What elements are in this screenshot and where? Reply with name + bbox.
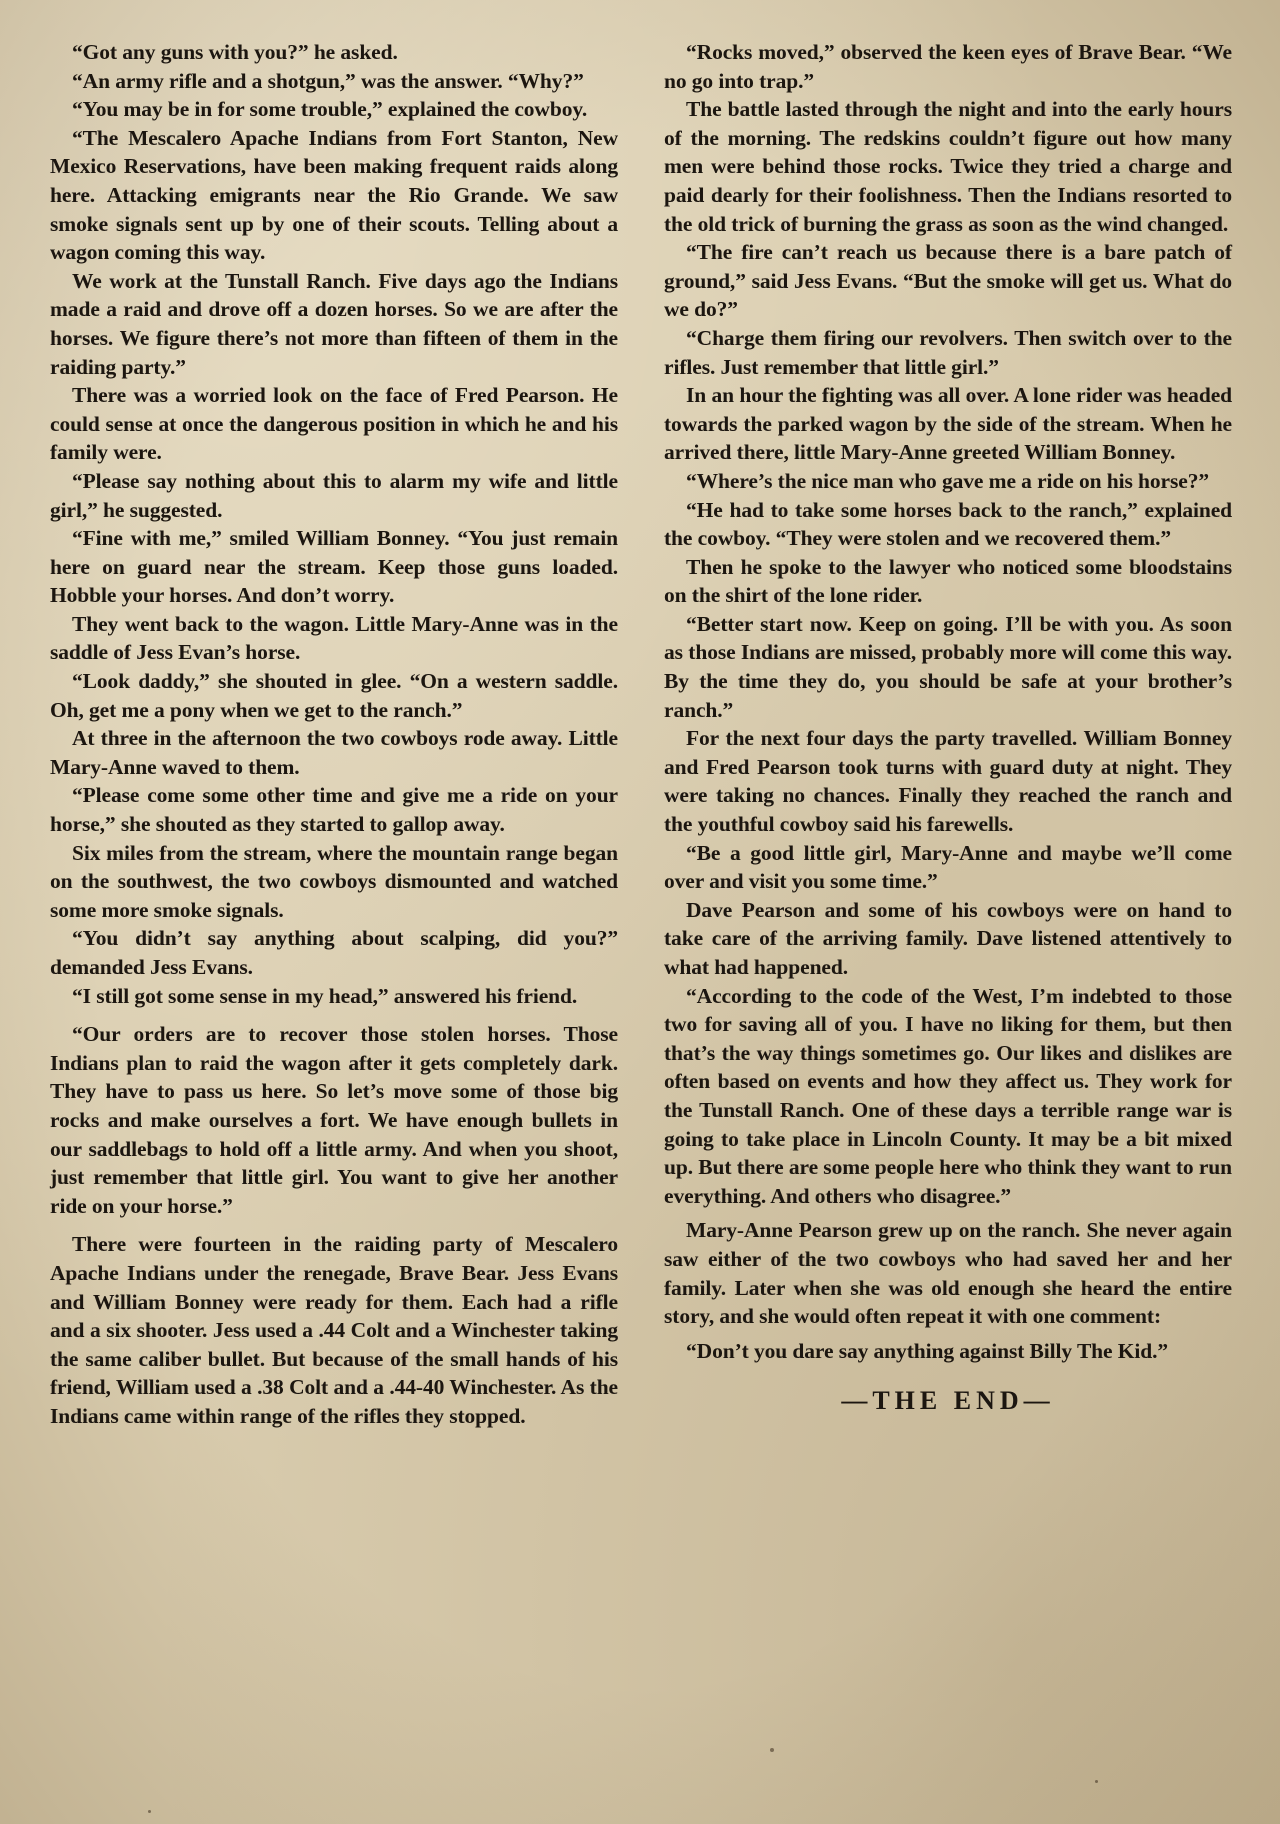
paragraph: Mary-Anne Pearson grew up on the ranch. She never again saw either of the two cowboys who had saved her and her family. Later when she was old enough she heard the entire story, and she would often repeat it with one comment:: [664, 1218, 1232, 1329]
paragraph: “Better start now. Keep on going. I’ll be with you. As soon as those Indians are missed, probably more will come this way. By the time they do, you should be safe at your brother’s ranch.”: [664, 611, 1232, 722]
print-speck: [1095, 1780, 1098, 1783]
text-columns: [50, 38, 1232, 1431]
print-speck: [770, 1748, 774, 1752]
paragraph: “Please come some other time and give me a ride on your horse,” she shouted as they started to gallop away.: [50, 783, 618, 837]
paragraph: “Don’t you dare say anything against Billy The Kid.”: [686, 1338, 1169, 1363]
right-column: [664, 38, 1232, 1431]
paragraph: Six miles from the stream, where the mountain range began on the southwest, the two cowboys dismounted and watched some more smoke signals.: [50, 840, 618, 922]
paragraph: “He had to take some horses back to the ranch,” explained the cowboy. “They were stolen and we recovered them.”: [664, 497, 1232, 551]
paragraph: “The Mescalero Apache Indians from Fort Stanton, New Mexico Reservations, have been making frequent raids along here. Attacking emigrants near the Rio Grande. We saw smoke signals sent up by one of their scouts. Telling about a wagon coming this way.: [50, 125, 618, 265]
paragraph: They went back to the wagon. Little Mary-Anne was in the saddle of Jess Evan’s horse.: [50, 611, 618, 665]
left-column: [50, 38, 618, 1431]
paragraph: “Please say nothing about this to alarm my wife and little girl,” he suggested.: [50, 468, 618, 522]
paragraph: “Got any guns with you?” he asked.: [72, 40, 398, 64]
paragraph: The battle lasted through the night and into the early hours of the morning. The redskins couldn’t figure out how many men were behind those rocks. Twice they tried a charge and paid dearly for their foolishness. Then the Indians resorted to the old trick of burning the grass as soon as the wind changed.: [664, 97, 1232, 236]
paragraph: Dave Pearson and some of his cowboys were on hand to take care of the arriving family. Dave listened attentively to what had happened.: [664, 897, 1232, 979]
paragraph: There was a worried look on the face of Fred Pearson. He could sense at once the dangerous position in which he and his family were.: [50, 383, 618, 465]
paragraph: “The fire can’t reach us because there is a bare patch of ground,” said Jess Evans. “But the smoke will get us. What do we do?”: [664, 240, 1232, 322]
paragraph: We work at the Tunstall Ranch. Five days ago the Indians made a raid and drove off a dozen horses. So we are after the horses. We figure there’s not more than fifteen of them in the raiding party.”: [50, 268, 618, 379]
paragraph: “I still got some sense in my head,” answered his friend.: [72, 983, 578, 1008]
paragraph: “You didn’t say anything about scalping, did you?” demanded Jess Evans.: [50, 926, 618, 979]
paragraph: At three in the afternoon the two cowboys rode away. Little Mary-Anne waved to them.: [50, 726, 618, 779]
print-speck: [148, 1810, 151, 1813]
paragraph: “Rocks moved,” observed the keen eyes of Brave Bear. “We no go into trap.”: [664, 40, 1232, 93]
paragraph: “Fine with me,” smiled William Bonney. “You just remain here on guard near the stream. Keep those guns loaded. Hobble your horses. And don’t worry.: [50, 526, 618, 608]
paragraph: “Charge them firing our revolvers. Then switch over to the rifles. Just remember that little girl.”: [664, 325, 1232, 379]
paragraph: Then he spoke to the lawyer who noticed some bloodstains on the shirt of the lone rider.: [664, 554, 1232, 608]
paragraph: There were fourteen in the raiding party of Mescalero Apache Indians under the renegade, Brave Bear. Jess Evans and William Bonney were ready for them. Each had a rifle and a six shooter. Jess used a .44 Colt and a Winchester taking the same caliber bullet. But because of the small hands of his friend, William used a .38 Colt and a .44-40 Winchester. As the Indians came within range of the rifles they stopped.: [50, 1232, 618, 1428]
paragraph: For the next four days the party travelled. William Bonney and Fred Pearson took turns with guard duty at night. They were taking no chances. Finally they reached the ranch and the youthful cowboy said his farewells.: [664, 726, 1232, 837]
paragraph: “Where’s the nice man who gave me a ride on his horse?”: [686, 468, 1210, 493]
paragraph: “Be a good little girl, Mary-Anne and maybe we’ll come over and visit you some time.”: [664, 840, 1232, 894]
paragraph: “You may be in for some trouble,” explained the cowboy.: [72, 97, 588, 122]
paragraph: “Our orders are to recover those stolen horses. Those Indians plan to raid the wagon after it gets completely dark. They have to pass us here. So let’s move some of those big rocks and make ourselves a fort. We have enough bullets in our saddlebags to hold off a little army. And when you shoot, just remember that little girl. You want to give her another ride on your horse.”: [50, 1022, 618, 1218]
paragraph: In an hour the fighting was all over. A lone rider was headed towards the parked wagon by the side of the stream. When he arrived there, little Mary-Anne greeted William Bonney.: [664, 383, 1232, 465]
the-end-mark: —THE END—: [841, 1386, 1055, 1416]
paragraph: “Look daddy,” she shouted in glee. “On a western saddle. Oh, get me a pony when we get to the ranch.”: [50, 669, 618, 722]
paragraph: “According to the code of the West, I’m indebted to those two for saving all of you. I have no liking for them, but then that’s the way things sometimes go. Our likes and dislikes are often based on events and how they affect us. They work for the Tunstall Ranch. One of these days a terrible range war is going to take place in Lincoln County. It may be a bit mixed up. But there are some people here who think they want to run everything. And others who disagree.”: [664, 983, 1232, 1208]
paragraph: “An army rifle and a shotgun,” was the answer. “Why?”: [72, 68, 584, 93]
